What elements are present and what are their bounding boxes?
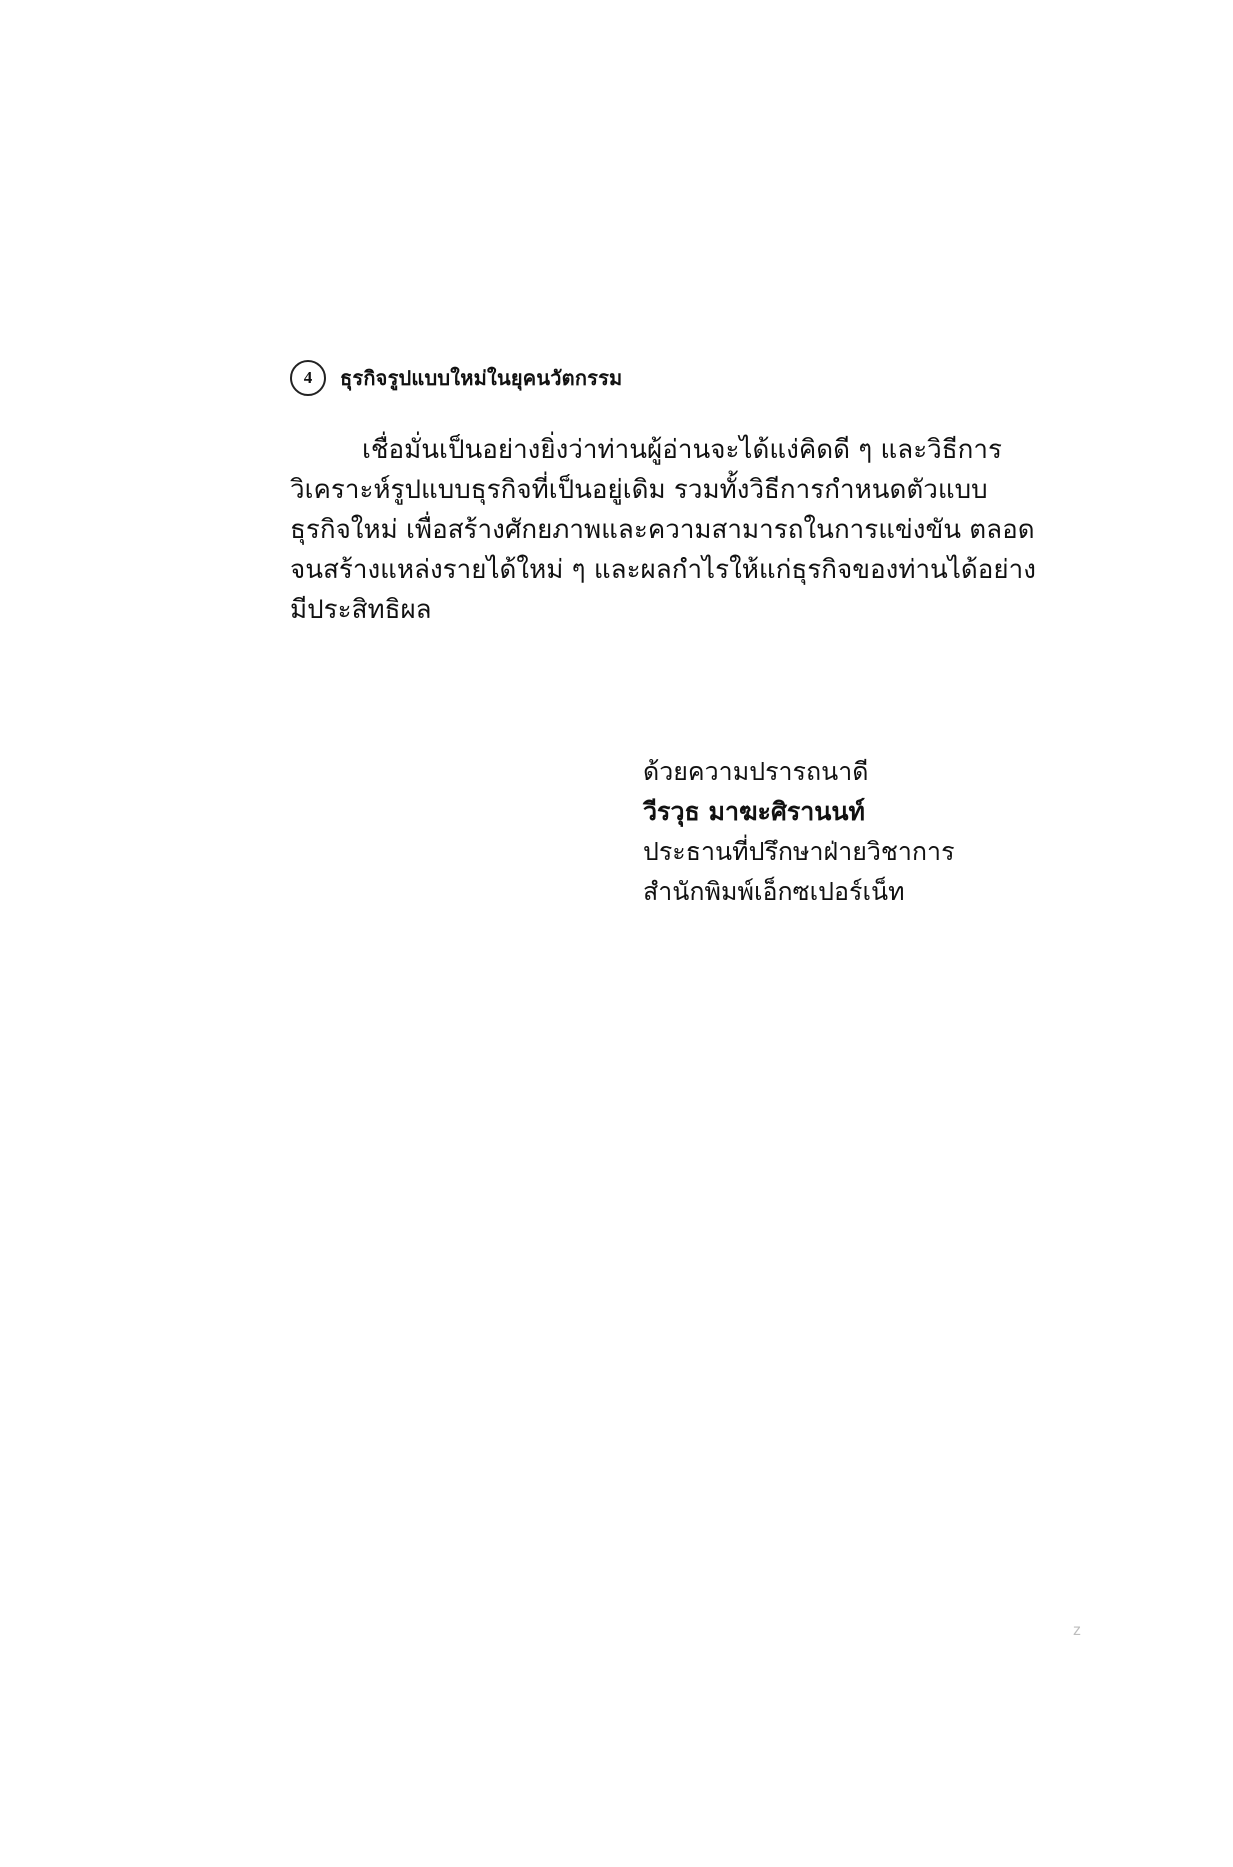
chapter-header xyxy=(290,360,622,396)
paragraph-line: เชื่อมั่นเป็นอย่างยิ่งว่าท่านผู้อ่านจะได้แง่คิดดี ๆ และวิธีการ xyxy=(362,435,1002,465)
signature-title: ประธานที่ปรึกษาฝ่ายวิชาการ xyxy=(643,837,955,866)
signature-closing: ด้วยความปรารถนาดี xyxy=(643,757,869,786)
page-number-badge: 4 xyxy=(290,360,326,396)
signature-block xyxy=(643,752,955,912)
body-paragraph xyxy=(290,430,1036,630)
corner-mark: z xyxy=(1073,1622,1081,1639)
signature-name: วีรวุธ มาฆะศิรานนท์ xyxy=(643,797,865,826)
signature-organization: สำนักพิมพ์เอ็กซเปอร์เน็ท xyxy=(643,877,905,906)
paragraph-line: วิเคราะห์รูปแบบธุรกิจที่เป็นอยู่เดิม รวมทั้งวิธีการกำหนดตัวแบบ xyxy=(290,475,988,505)
paragraph-line: มีประสิทธิผล xyxy=(290,595,432,625)
chapter-title: ธุรกิจรูปแบบใหม่ในยุคนวัตกรรม xyxy=(340,366,623,390)
paragraph-line: ธุรกิจใหม่ เพื่อสร้างศักยภาพและความสามารถในการแข่งขัน ตลอด xyxy=(290,515,1035,545)
paragraph-line: จนสร้างแหล่งรายได้ใหม่ ๆ และผลกำไรให้แก่ธุรกิจของท่านได้อย่าง xyxy=(290,555,1036,585)
